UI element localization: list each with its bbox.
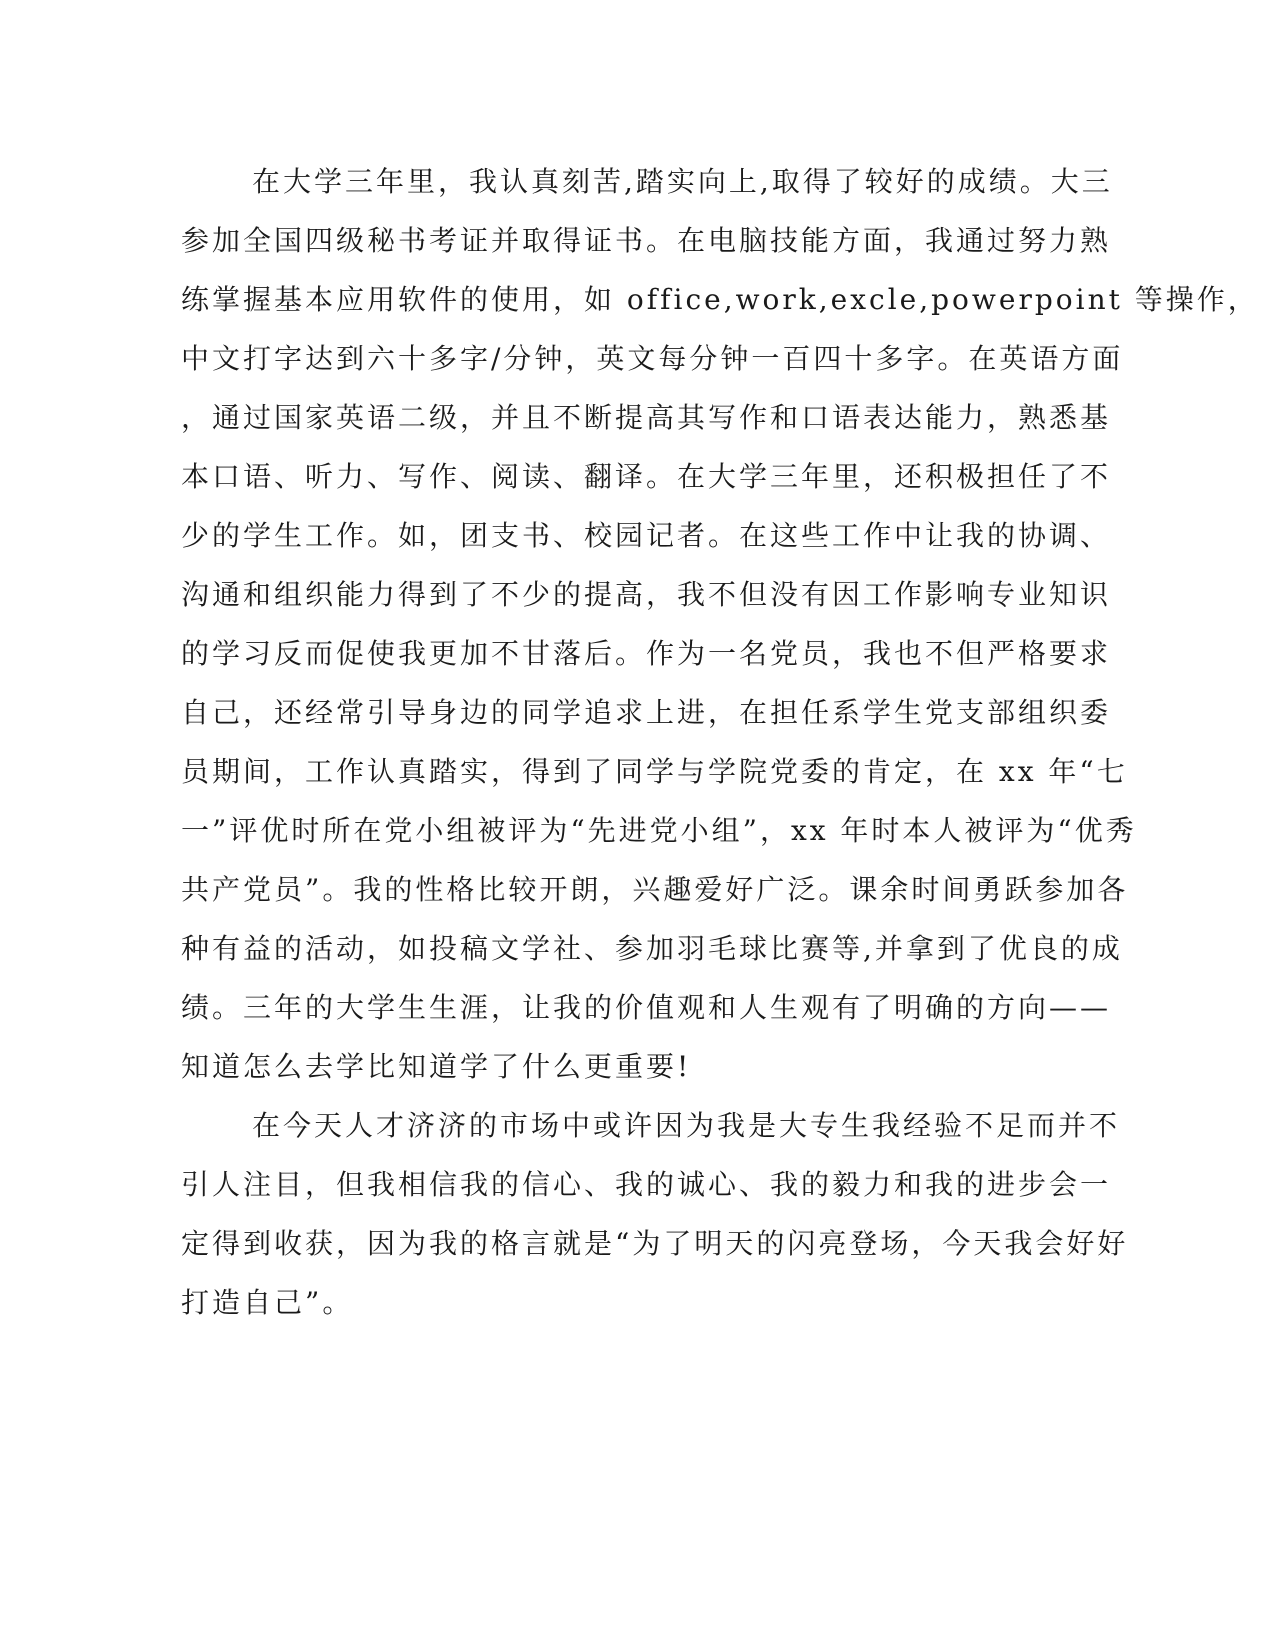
text-line: 一”评优时所在党小组被评为“先进党小组”，xx 年时本人被评为“优秀	[181, 814, 1137, 847]
text-line: 定得到收获，因为我的格言就是“为了明天的闪亮登场，今天我会好好	[181, 1227, 1129, 1260]
text-line: 中文打字达到六十多字/分钟，英文每分钟一百四十多字。在英语方面	[181, 342, 1124, 375]
text-line: 沟通和组织能力得到了不少的提高，我不但没有因工作影响专业知识	[181, 578, 1112, 611]
text-line: 自己，还经常引导身边的同学追求上进，在担任系学生党支部组织委	[181, 696, 1112, 729]
text-line: 的学习反而促使我更加不甘落后。作为一名党员，我也不但严格要求	[181, 637, 1112, 670]
text-line: 打造自己”。	[181, 1286, 354, 1319]
text-line: 种有益的活动，如投稿文学社、参加羽毛球比赛等,并拿到了优良的成	[181, 932, 1123, 965]
text-line: 少的学生工作。如，团支书、校园记者。在这些工作中让我的协调、	[181, 519, 1112, 552]
text-line: 知道怎么去学比知道学了什么更重要!	[181, 1050, 692, 1083]
text-line: 员期间，工作认真踏实，得到了同学与学院党委的肯定，在 xx 年“七	[181, 755, 1128, 788]
text-line: 引人注目，但我相信我的信心、我的诚心、我的毅力和我的进步会一	[181, 1168, 1112, 1201]
text-line: 共产党员”。我的性格比较开朗，兴趣爱好广泛。课余时间勇跃参加各	[181, 873, 1129, 906]
text-line: 本口语、听力、写作、阅读、翻译。在大学三年里，还积极担任了不	[181, 460, 1112, 493]
text-line: 在大学三年里，我认真刻苦,踏实向上,取得了较好的成绩。大三	[252, 165, 1113, 198]
text-line: 在今天人才济济的市场中或许因为我是大专生我经验不足而并不	[252, 1109, 1121, 1142]
text-line: 练掌握基本应用软件的使用，如 office,work,excle,powerpoint 等操作，	[181, 283, 1259, 316]
text-line: 参加全国四级秘书考证并取得证书。在电脑技能方面，我通过努力熟	[181, 224, 1112, 257]
text-line: 绩。三年的大学生生涯，让我的价值观和人生观有了明确的方向——	[181, 991, 1112, 1024]
text-line: ，通过国家英语二级，并且不断提高其写作和口语表达能力，熟悉基	[181, 401, 1112, 434]
